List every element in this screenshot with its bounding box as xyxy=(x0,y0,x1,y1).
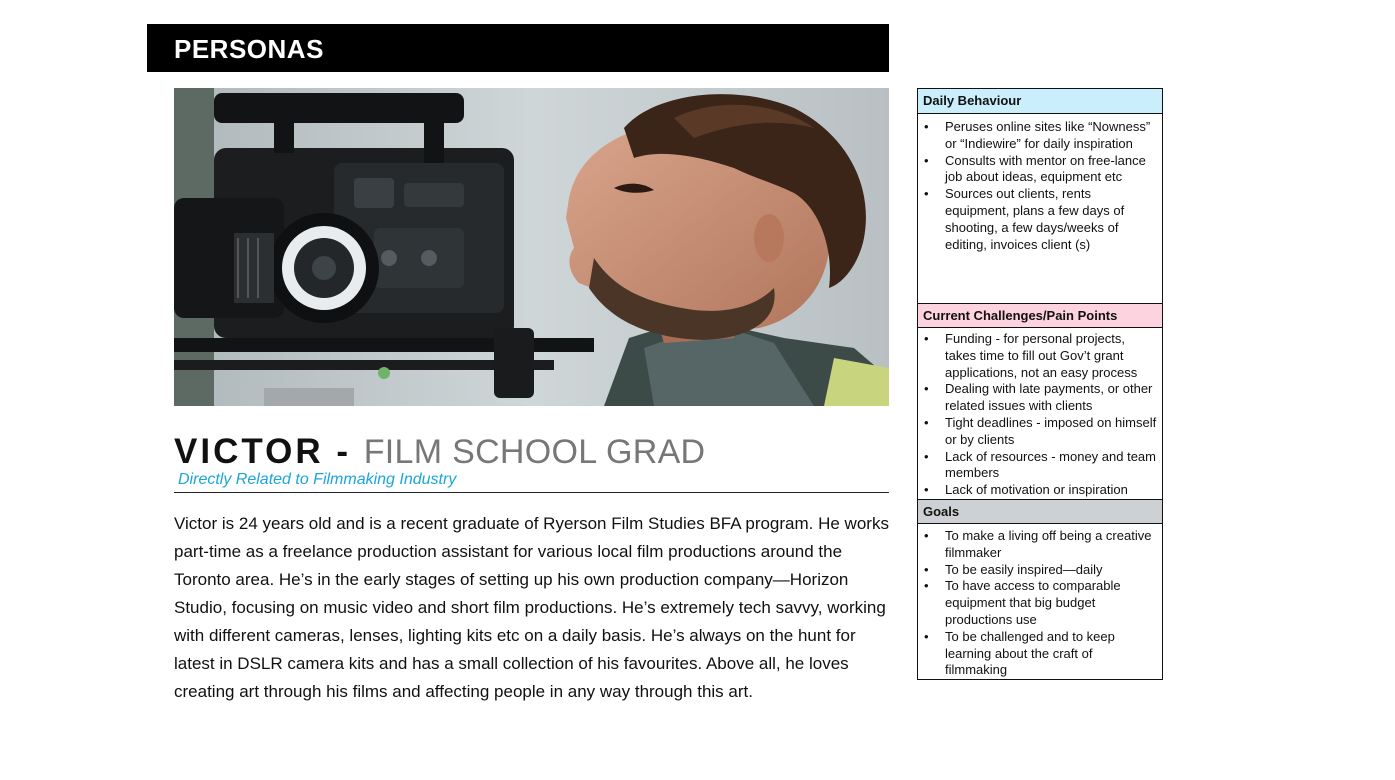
persona-bio-text: Victor is 24 years old and is a recent graduate of Ryerson Film Studies BFA program. He works part-time as a freelance production assistant for various local film productions around the Toronto area. He’s in the early stages of setting up his own production company—Horizon Studio, focusing on music video and short film productions. He’s extremely tech savvy, working with different cameras, lenses, lighting kits etc on a daily basis. He’s always on the hunt for latest in DSLR camera kits and has a small collection of his favourites. Above all, he loves creating art through his films and affecting people in any way through this art. xyxy=(174,514,889,701)
persona-role: FILM SCHOOL GRAD xyxy=(363,433,706,471)
list-item: • Peruses online sites like “Nowness” or “Indiewire” for daily inspiration xyxy=(918,119,1162,153)
goals-list xyxy=(918,528,1162,679)
persona-heading xyxy=(174,432,705,472)
persona-separator: - xyxy=(323,432,364,471)
list-item: • To be challenged and to keep learning about the craft of filmmaking xyxy=(918,629,1162,679)
section-header-challenges: Current Challenges/Pain Points xyxy=(918,303,1162,328)
list-item: • Lack of motivation or inspiration xyxy=(918,482,1162,499)
list-item: • Consults with mentor on free-lance job about ideas, equipment etc xyxy=(918,153,1162,187)
list-item: • Tight deadlines - imposed on himself or by clients xyxy=(918,415,1162,449)
section-header-goals: Goals xyxy=(918,499,1162,524)
divider xyxy=(174,492,889,493)
section-header-daily-behaviour: Daily Behaviour xyxy=(918,89,1162,114)
daily-behaviour-list xyxy=(918,119,1162,253)
persona-name: VICTOR xyxy=(174,432,324,471)
list-item: • Sources out clients, rents equipment, plans a few days of shooting, a few days/weeks of editing, invoices client (s) xyxy=(918,186,1162,253)
page-title: PERSONAS xyxy=(174,34,324,64)
persona-subtitle: Directly Related to Filmmaking Industry xyxy=(178,471,457,488)
persona-photo-illustration xyxy=(174,88,889,406)
header-bar xyxy=(147,24,889,72)
list-item: • Funding - for personal projects, takes time to fill out Gov’t grant applications, not an easy process xyxy=(918,331,1162,381)
list-item: • Lack of resources - money and team members xyxy=(918,449,1162,483)
list-item: • To have access to comparable equipment that big budget productions use xyxy=(918,578,1162,628)
list-item: • Dealing with late payments, or other related issues with clients xyxy=(918,381,1162,415)
challenges-list xyxy=(918,331,1162,499)
list-item: • To be easily inspired—daily xyxy=(918,562,1162,579)
list-item: • To make a living off being a creative filmmaker xyxy=(918,528,1162,562)
persona-bio xyxy=(174,510,892,706)
persona-details-panel xyxy=(917,88,1163,680)
persona-photo xyxy=(174,88,889,406)
